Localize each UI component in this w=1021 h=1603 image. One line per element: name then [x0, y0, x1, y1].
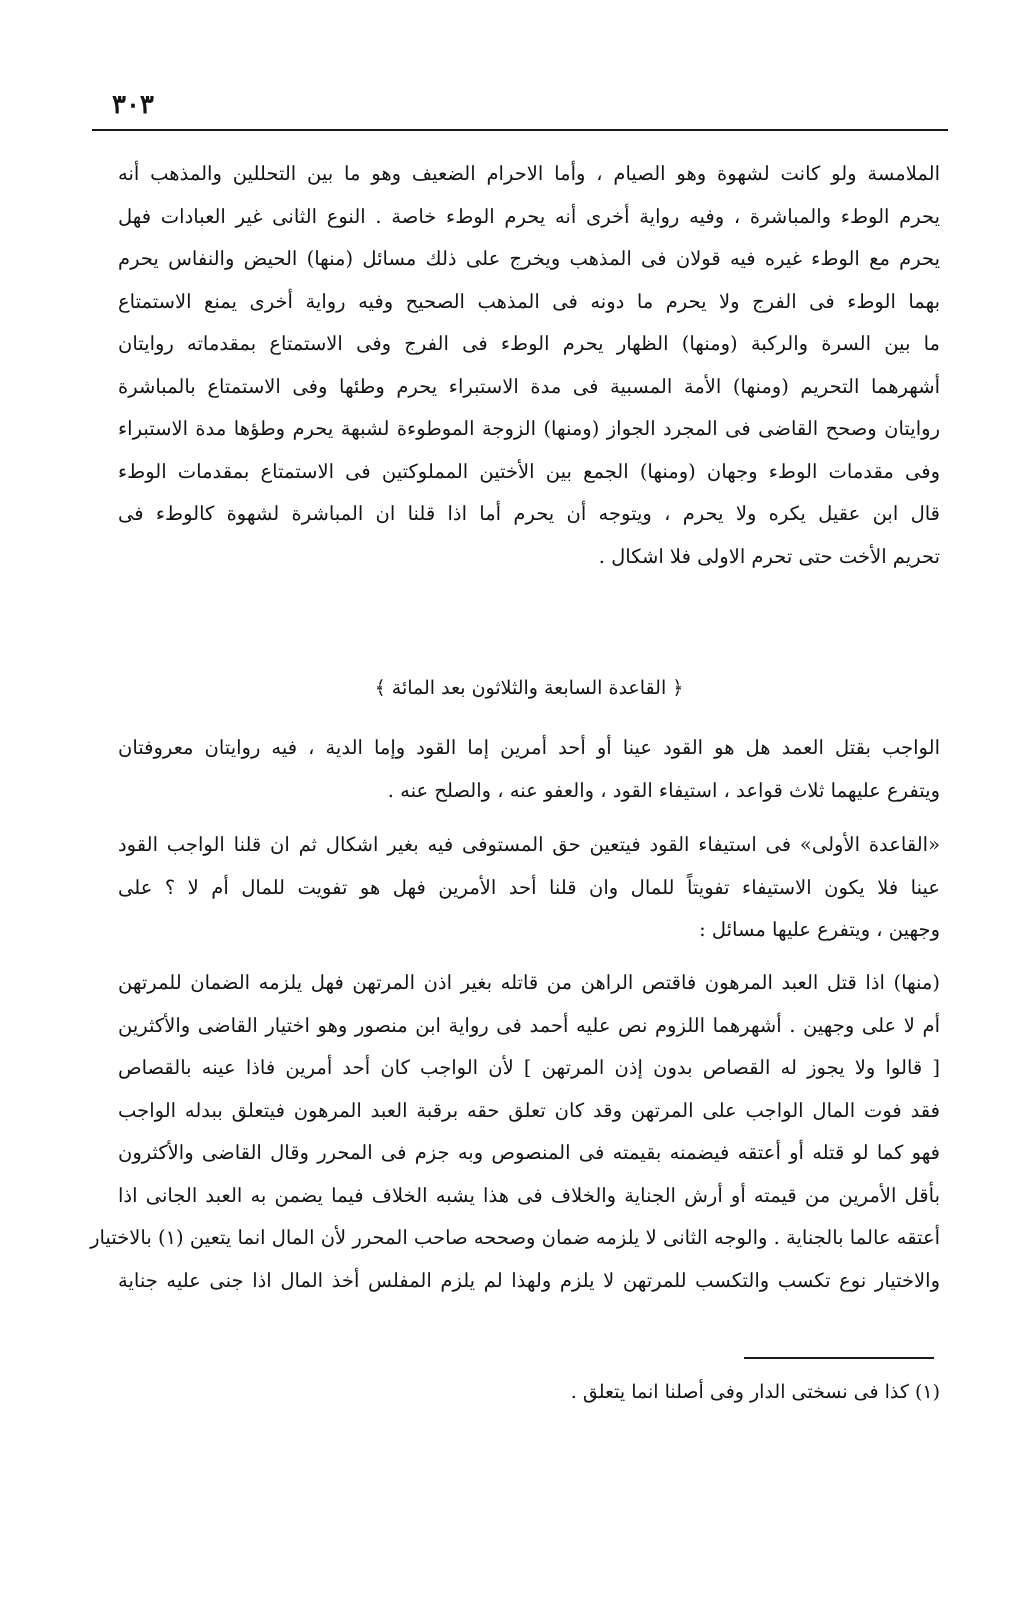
text-line: يحرم الوطء والمباشرة ، وفيه رواية أخرى أنه يحرم الوطء خاصة . النوع الثانى غير العبادات فهل [118, 204, 940, 228]
text-line: يحرم مع الوطء غيره فيه قولان فى المذهب ويخرج على ذلك مسائل (منها) الحيض والنفاس يحرم [118, 247, 940, 270]
text-line: ما بين السرة والركبة (ومنها) الظهار يحرم الوطء فى الفرج وفى الاستمتاع بمقدماته روايتان [118, 332, 940, 355]
text-line: فهو كما لو قتله أو أعتقه فيضمنه بقيمته فى المنصوص وبه جزم فى المحرر وقال القاضى والأكثرون [118, 1141, 940, 1164]
header-rule [92, 129, 948, 131]
text-line: روايتان وصحح القاضى فى المجرد الجواز (ومنها) الزوجة الموطوءة لشبهة يحرم وطؤها مدة الاستبراء [118, 417, 940, 440]
text-line: الملامسة ولو كانت لشهوة وهو الصيام ، وأما الاحرام الضعيف وهو ما بين التحللين والمذهب أنه [118, 162, 940, 185]
text-line: فقد فوت المال الواجب على المرتهن وقد كان تعلق حقه برقبة العبد المرهون فيتعلق ببدله الواجب [118, 1098, 940, 1122]
text-line: تحريم الأخت حتى تحرم الاولى فلا اشكال . [598, 544, 940, 568]
text-line: «القاعدة الأولى» فى استيفاء القود فيتعين حق المستوفى فيه بغير اشكال ثم ان قلنا الواجب القود [118, 833, 940, 856]
text-line: أعتقه عالما بالجناية . والوجه الثانى لا يلزمه ضمان وصححه صاحب المحرر لأن المال انما يتعين (١) بالاختيار [90, 1226, 940, 1249]
text-line: [ قالوا ولا يجوز له القصاص بدون إذن المرتهن ] لأن الواجب كان أحد أمرين فاذا عينه بالقصاص [118, 1056, 940, 1079]
text-line: قال ابن عقيل يكره ولا يحرم ، ويتوجه أن يحرم أما اذا قلنا ان المباشرة لشهوة كالوطء فى [118, 502, 940, 525]
section-heading: ﴿ القاعدة السابعة والثلاثون بعد المائة ﴾ [374, 677, 684, 699]
paragraph-1 [118, 153, 940, 578]
text-line: بهما الوطء فى الفرج ولا يحرم ما دونه فى المذهب الصحيح وفيه رواية أخرى يمنع الاستمتاع [118, 289, 940, 313]
text-line: بأقل الأمرين من قيمته أو أرش الجناية والخلاف فى هذا يشبه الخلاف فيما يضمن به العبد الجانى اذا [118, 1183, 940, 1207]
footnote-rule [744, 1357, 934, 1359]
text-line: ويتفرع عليهما ثلاث قواعد ، استيفاء القود ، والعفو عنه ، والصلح عنه . [387, 778, 940, 802]
page-number: ٣٠٣ [112, 90, 154, 120]
text-line: أم لا على وجهين . أشهرهما اللزوم نص عليه أحمد فى رواية ابن منصور وهو اختيار القاضى والأكثرين [118, 1013, 940, 1037]
paragraph-4 [90, 962, 940, 1302]
text-line: (منها) اذا قتل العبد المرهون فاقتص الراهن من قاتله بغير اذن المرتهن فهل يلزمه الضمان للمرتهن [118, 971, 940, 994]
footnote: (١) كذا فى نسختى الدار وفى أصلنا انما يتعلق . [570, 1381, 940, 1403]
text-line: وجهين ، ويتفرع عليها مسائل : [699, 918, 940, 941]
text-line: وفى مقدمات الوطء وجهان (ومنها) الجمع بين الأختين المملوكتين فى الاستمتاع بمقدمات الوطء [118, 459, 940, 483]
text-line: الواجب بقتل العمد هل هو القود عينا أو أحد أمرين إما القود وإما الدية ، فيه روايتان معروفتان [118, 736, 940, 759]
text-line: أشهرهما التحريم (ومنها) الأمة المسبية فى مدة الاستبراء يحرم وطئها وفى الاستمتاع بالمباشرة [118, 374, 940, 398]
text-line: والاختيار نوع تكسب والتكسب للمرتهن لا يلزم ولهذا لم يلزم المفلس أخذ المال اذا جنى عليه جناية [118, 1268, 940, 1292]
paragraph-3 [118, 824, 940, 952]
paragraph-2 [118, 727, 940, 812]
text-line: عينا فلا يكون الاستيفاء تفويتاً للمال وان قلنا أحد الأمرين فهل هو تفويت للمال أم لا ؟ على [118, 875, 940, 899]
